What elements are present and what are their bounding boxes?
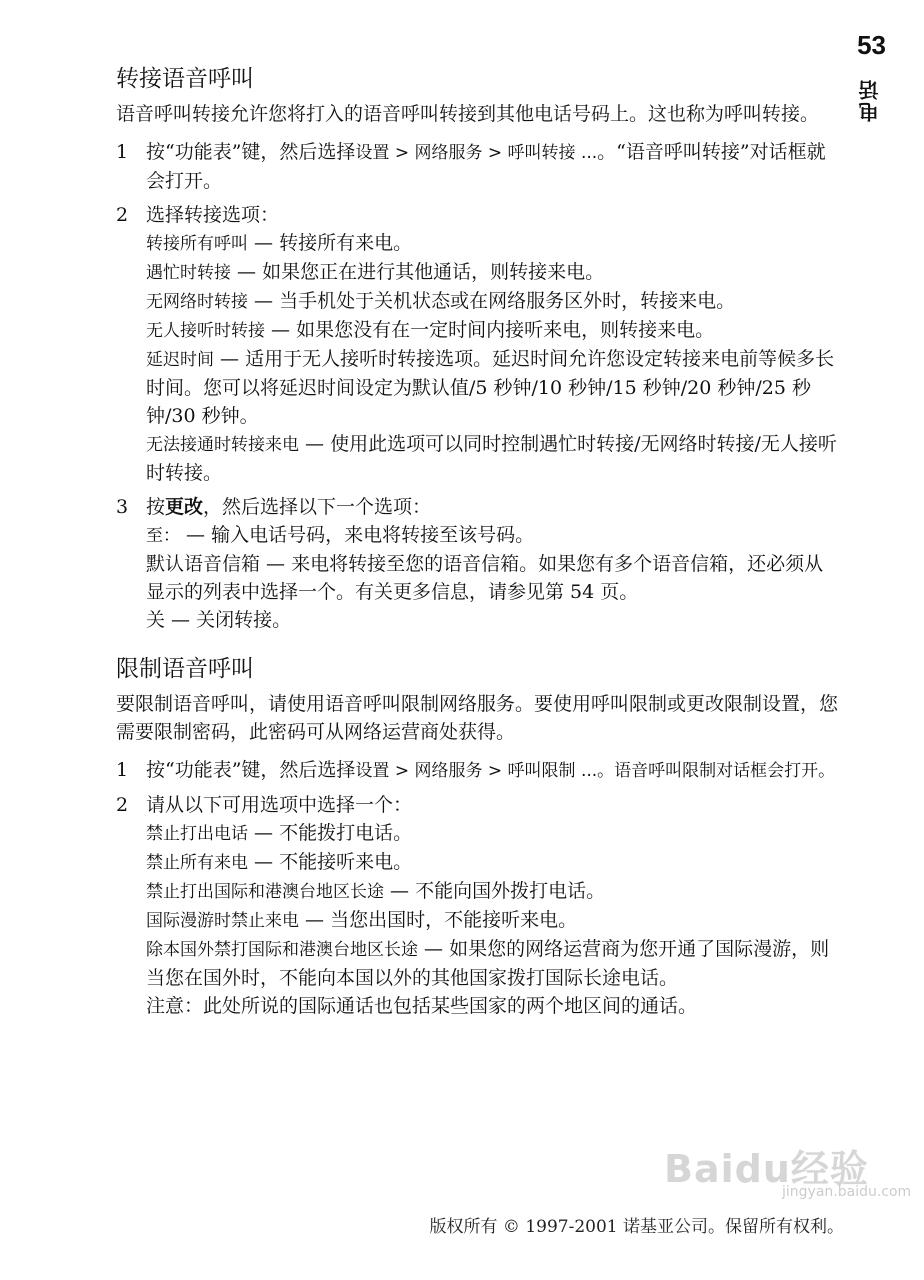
option-description: — 输入电话号码，来电将转接至该号码。 bbox=[180, 524, 535, 546]
menu-path: 设置 > 网络服务 > 呼叫转接 ... bbox=[355, 143, 598, 163]
option-item bbox=[146, 550, 842, 606]
option-description: — 转接所有来电。 bbox=[248, 232, 413, 254]
section-intro: 要限制语音呼叫，请使用语音呼叫限制网络服务。要使用呼叫限制或更改限制设置，您需要限制密码，此密码可从网络运营商处获得。 bbox=[116, 693, 839, 743]
section-intro: 语音呼叫转接允许您将打入的语音呼叫转接到其他电话号码上。这也称为呼叫转接。 bbox=[116, 103, 820, 125]
option-name: 禁止打出国际和港澳台地区长途 bbox=[146, 882, 384, 902]
step-item bbox=[116, 138, 842, 195]
step-text-pre: 按“功能表”键，然后选择 bbox=[146, 141, 356, 163]
option-description: — 如果您没有在一定时间内接听来电，则转接来电。 bbox=[265, 319, 715, 341]
step-text bbox=[146, 756, 842, 785]
option-item bbox=[146, 345, 842, 430]
option-description: — 不能接听来电。 bbox=[248, 851, 413, 873]
menu-path: 设置 > 网络服务 > 呼叫限制 ... bbox=[355, 761, 598, 781]
option-name: 关 bbox=[146, 609, 166, 631]
option-item bbox=[146, 819, 842, 848]
option-name: 至： bbox=[146, 526, 180, 546]
step-text-post: ，然后选择以下一个选项： bbox=[203, 496, 432, 518]
step-text bbox=[146, 138, 842, 195]
option-item bbox=[146, 430, 842, 487]
step-number: 3 bbox=[116, 496, 129, 518]
step-text: 请从以下可用选项中选择一个： bbox=[146, 794, 413, 816]
step-text-pre: 按 bbox=[146, 496, 166, 518]
option-name: 无法接通时转接来电 bbox=[146, 435, 299, 455]
option-description: — 当手机处于关机状态或在网络服务区外时，转接来电。 bbox=[248, 290, 736, 312]
step-number: 2 bbox=[116, 204, 129, 226]
option-item bbox=[146, 606, 842, 634]
option-name: 转接所有呼叫 bbox=[146, 234, 248, 254]
step-item bbox=[116, 493, 842, 634]
step-text: 选择转接选项： bbox=[146, 204, 280, 226]
option-name: 禁止所有来电 bbox=[146, 853, 248, 873]
step-text bbox=[146, 493, 842, 521]
option-name: 无网络时转接 bbox=[146, 292, 248, 312]
step-item bbox=[116, 201, 842, 487]
step-list bbox=[116, 138, 842, 634]
option-description: — 适用于无人接听时转接选项。延迟时间允许您设定转接来电前等候多长时间。您可以将延迟时间设定为默认值/5 秒钟/10 秒钟/15 秒钟/20 秒钟/25 秒钟/30 秒钟。 bbox=[146, 348, 835, 427]
button-label-change: 更改 bbox=[165, 496, 204, 518]
note: 注意：此处所说的国际通话也包括某些国家的两个地区间的通话。 bbox=[146, 995, 698, 1017]
step-list bbox=[116, 756, 842, 1020]
step-text-post: 。语音呼叫限制对话框会打开。 bbox=[597, 761, 836, 781]
chapter-tab: 电话 bbox=[858, 78, 882, 122]
option-description: — 使用此选项可以同时控制遇忙时转接/无网络时转接/无人接听时转接。 bbox=[146, 433, 837, 484]
option-item bbox=[146, 848, 842, 877]
section-heading: 限制语音呼叫 bbox=[116, 656, 254, 682]
watermark-url: jingyan.baidu.com bbox=[782, 1184, 912, 1200]
copyright-footer: 版权所有 © 1997-2001 诺基亚公司。保留所有权利。 bbox=[429, 1217, 844, 1237]
option-item bbox=[146, 258, 842, 287]
step-item bbox=[116, 791, 842, 1020]
option-name: 延迟时间 bbox=[146, 350, 214, 370]
option-item bbox=[146, 906, 842, 935]
step-text-pre: 按“功能表”键，然后选择 bbox=[146, 759, 356, 781]
option-name: 禁止打出电话 bbox=[146, 824, 248, 844]
option-item bbox=[146, 229, 842, 258]
option-item bbox=[146, 877, 842, 906]
option-name: 国际漫游时禁止来电 bbox=[146, 911, 299, 931]
step-number: 1 bbox=[116, 759, 129, 781]
option-description: — 如果您正在进行其他通话，则转接来电。 bbox=[231, 261, 605, 283]
page-content bbox=[116, 62, 842, 1026]
step-text-post: 。“语音呼叫转接”对话框就会打开。 bbox=[146, 141, 826, 192]
watermark-logo: Baidu经验 bbox=[664, 1147, 869, 1191]
option-description: — 不能向国外拨打电话。 bbox=[384, 880, 606, 902]
option-item bbox=[146, 521, 842, 550]
option-description: — 不能拨打电话。 bbox=[248, 822, 413, 844]
section-call-barring bbox=[116, 652, 842, 1020]
step-number: 2 bbox=[116, 794, 129, 816]
option-description: — 当您出国时，不能接听来电。 bbox=[299, 909, 578, 931]
step-number: 1 bbox=[116, 141, 129, 163]
step-item bbox=[116, 756, 842, 785]
option-name: 遇忙时转接 bbox=[146, 263, 231, 283]
option-name: 无人接听时转接 bbox=[146, 321, 265, 341]
option-description: — 关闭转接。 bbox=[165, 609, 292, 631]
page-number: 53 bbox=[857, 30, 886, 60]
option-description: — 来电将转接至您的语音信箱。如果您有多个语音信箱，还必须从显示的列表中选择一个。有关更多信息，请参见第 54 页。 bbox=[146, 553, 824, 603]
option-name: 默认语音信箱 bbox=[146, 553, 261, 575]
section-heading: 转接语音呼叫 bbox=[116, 66, 254, 92]
option-description: — 如果您的网络运营商为您开通了国际漫游，则当您在国外时，不能向本国以外的其他国家拨打国际长途电话。 bbox=[146, 938, 830, 989]
section-call-forwarding bbox=[116, 62, 842, 634]
option-name: 除本国外禁打国际和港澳台地区长途 bbox=[146, 940, 418, 960]
option-item bbox=[146, 935, 842, 992]
option-item bbox=[146, 287, 842, 316]
option-item bbox=[146, 316, 842, 345]
